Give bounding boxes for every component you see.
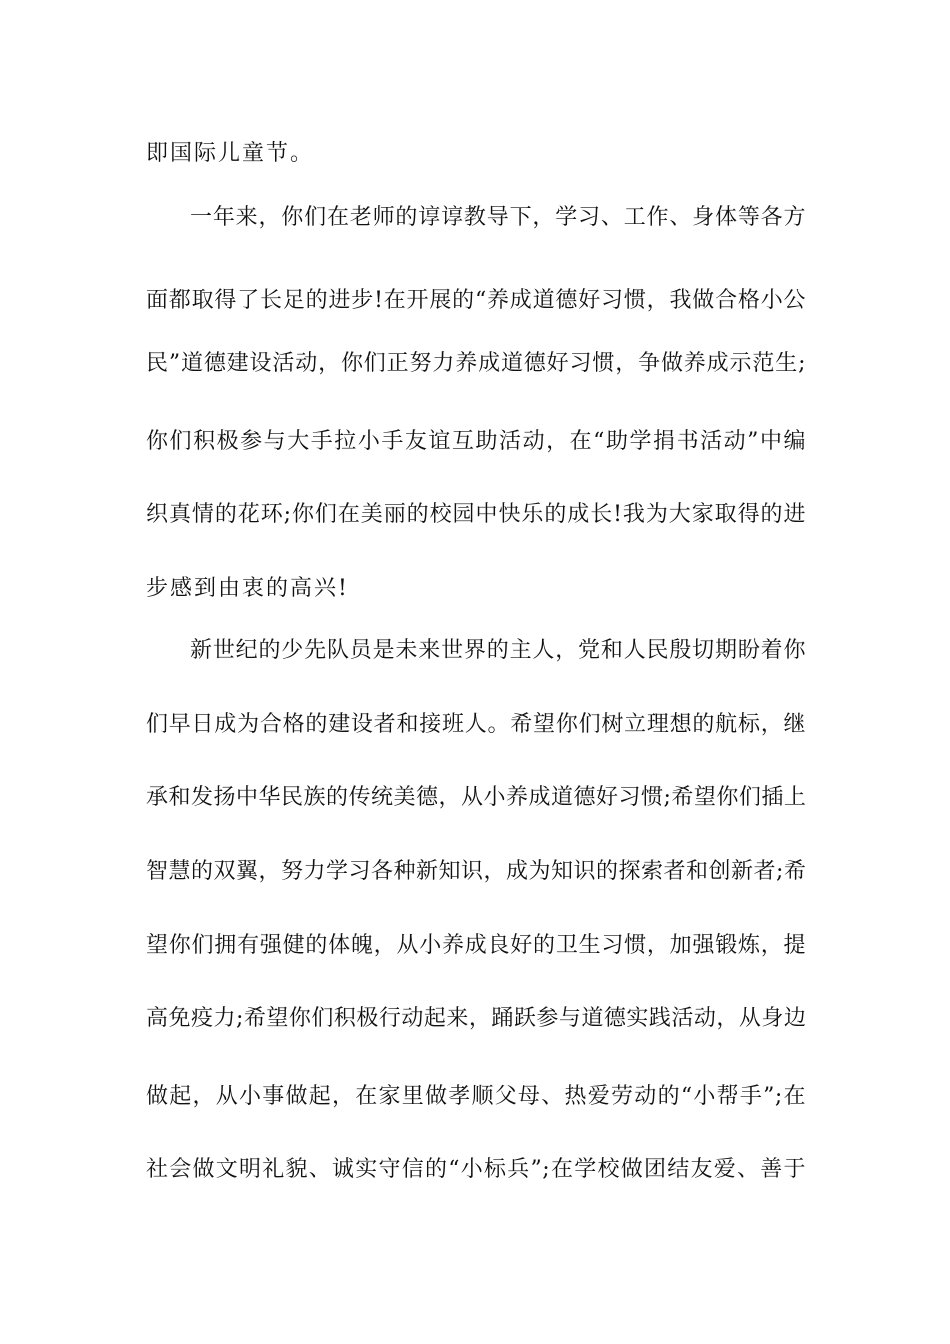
text-line: 智慧的双翼，努力学习各种新知识，成为知识的探索者和创新者;希 (146, 859, 807, 884)
paragraph-first-line: 一年来，你们在老师的谆谆教导下，学习、工作、身体等各方 (190, 205, 806, 230)
text-line: 们早日成为合格的建设者和接班人。希望你们树立理想的航标，继 (146, 712, 806, 737)
text-line: 做起，从小事做起，在家里做孝顺父母、热爱劳动的“小帮手”;在 (146, 1084, 806, 1109)
text-line: 步感到由衷的高兴! (146, 576, 349, 601)
text-line: 望你们拥有强健的体魄，从小养成良好的卫生习惯，加强锻炼，提 (146, 933, 806, 958)
text-line: 高免疫力;希望你们积极行动起来，踊跃参与道德实践活动，从身边 (146, 1006, 807, 1031)
text-line: 你们积极参与大手拉小手友谊互助活动，在“助学捐书活动”中编 (146, 429, 806, 454)
text-line: 即国际儿童节。 (146, 141, 315, 166)
text-line: 民”道德建设活动，你们正努力养成道德好习惯，争做养成示范生; (146, 351, 806, 376)
paragraph-first-line: 新世纪的少先队员是未来世界的主人，党和人民殷切期盼着你 (190, 638, 806, 663)
text-line: 织真情的花环;你们在美丽的校园中快乐的成长!我为大家取得的进 (146, 502, 806, 527)
text-line: 承和发扬中华民族的传统美德，从小养成道德好习惯;希望你们插上 (146, 785, 807, 810)
text-line: 社会做文明礼貌、诚实守信的“小标兵”;在学校做团结友爱、善于 (146, 1157, 806, 1182)
text-line: 面都取得了长足的进步!在开展的“养成道德好习惯，我做合格小公 (146, 288, 806, 313)
